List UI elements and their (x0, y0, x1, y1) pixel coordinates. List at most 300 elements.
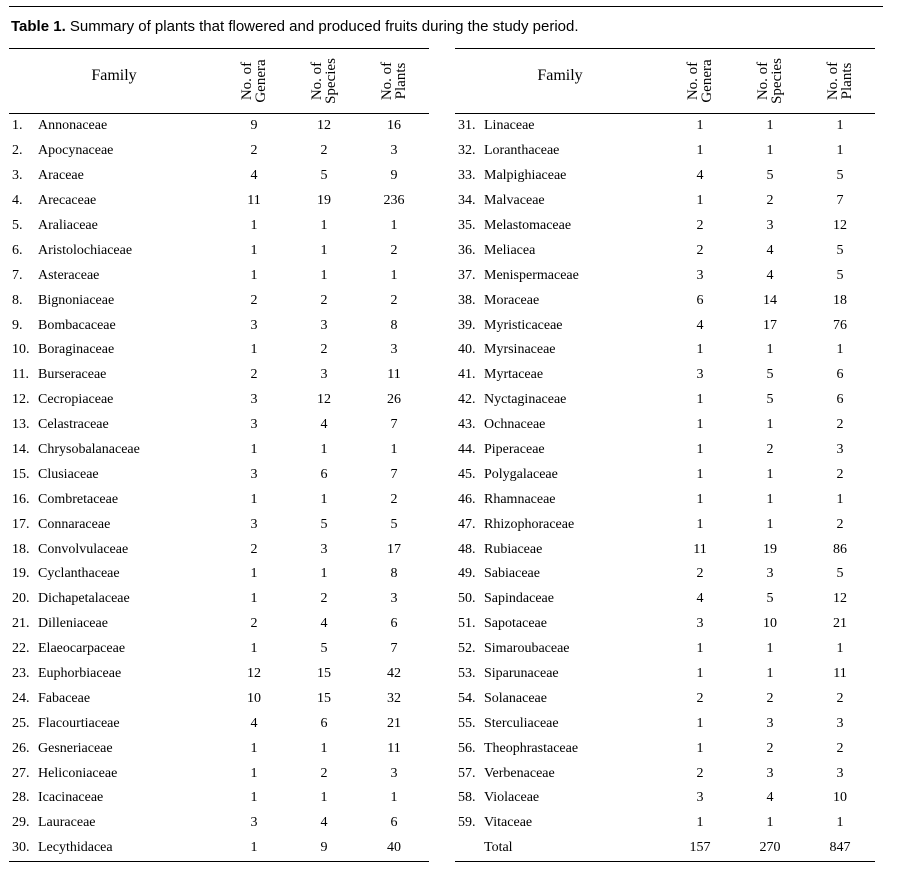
genera-cell: 1 (250, 242, 258, 258)
header-row (455, 49, 875, 114)
family-cell (455, 786, 665, 811)
row-number: 17. (12, 516, 30, 532)
genera-cell: 10 (247, 690, 261, 706)
species-cell: 1 (320, 267, 328, 283)
row-number: 46. (458, 491, 476, 507)
plants-cell: 1 (836, 641, 844, 657)
family-name: Apocynaceae (38, 143, 114, 159)
family-name: Combretaceae (38, 491, 119, 507)
family-name: Polygalaceae (484, 466, 558, 482)
species-cell: 19 (317, 193, 331, 209)
family-name: Linaceae (484, 118, 535, 134)
row-number: 53. (458, 666, 476, 682)
plants-cell: 6 (836, 367, 844, 383)
species-cell: 3 (320, 317, 328, 333)
row-number: 59. (458, 815, 476, 831)
family-name: Piperaceae (484, 442, 545, 458)
plants-cell: 1 (390, 267, 398, 283)
family-name: Vitaceae (484, 815, 533, 831)
family-cell (9, 114, 219, 139)
table-row (455, 189, 875, 214)
plants-cell: 6 (390, 616, 398, 632)
family-name: Solanaceae (484, 690, 547, 706)
genera-cell: 3 (696, 267, 704, 283)
row-number: 34. (458, 193, 476, 209)
genera-cell: 3 (250, 466, 258, 482)
row-number: 10. (12, 342, 30, 358)
row-number: 22. (12, 641, 30, 657)
family-cell (9, 836, 219, 861)
genera-cell: 1 (696, 491, 704, 507)
row-number: 3. (12, 168, 23, 184)
family-name: Burseraceae (38, 367, 107, 383)
table-row (9, 189, 429, 214)
genera-cell: 4 (696, 591, 704, 607)
table-row (9, 637, 429, 662)
row-number: 19. (12, 566, 30, 582)
row-number: 36. (458, 242, 476, 258)
family-cell (455, 288, 665, 313)
plants-cell: 3 (390, 143, 398, 159)
table-row (9, 413, 429, 438)
family-cell (455, 562, 665, 587)
genera-cell: 3 (696, 790, 704, 806)
table-row (455, 413, 875, 438)
family-cell (455, 761, 665, 786)
family-name: Moraceae (484, 292, 540, 308)
family-name: Araceae (38, 168, 84, 184)
genera-cell: 1 (696, 815, 704, 831)
table-row (455, 761, 875, 786)
species-cell: 1 (766, 118, 774, 134)
genera-cell: 2 (250, 292, 258, 308)
genera-cell: 1 (696, 392, 704, 408)
species-cell: 1 (766, 516, 774, 532)
plants-cell: 86 (833, 541, 847, 557)
row-number: 35. (458, 218, 476, 233)
row-number: 11. (12, 367, 29, 383)
genera-cell: 1 (250, 442, 258, 458)
plants-cell: 236 (383, 193, 405, 209)
family-name: Lecythidacea (38, 840, 113, 856)
header-row (9, 49, 429, 114)
genera-cell: 1 (250, 566, 258, 582)
species-cell: 15 (317, 666, 331, 682)
family-cell (455, 363, 665, 388)
family-cell (9, 512, 219, 537)
table-row (9, 562, 429, 587)
plants-cell: 3 (390, 591, 398, 607)
species-cell: 2 (766, 193, 774, 209)
genera-cell: 3 (250, 392, 258, 408)
plants-cell: 2 (836, 466, 844, 482)
table-row (9, 761, 429, 786)
family-name: Verbenaceae (484, 765, 555, 781)
species-cell: 10 (763, 616, 777, 632)
table-row (9, 537, 429, 562)
top-rule (9, 6, 883, 7)
header-plants: No. of Plants (805, 49, 875, 114)
row-number: 24. (12, 690, 30, 706)
genera-cell: 1 (696, 342, 704, 358)
row-number: 18. (12, 541, 30, 557)
row-number: 37. (458, 267, 476, 283)
family-cell (455, 711, 665, 736)
species-cell: 6 (320, 715, 328, 731)
family-cell (455, 388, 665, 413)
family-cell (9, 164, 219, 189)
plants-cell: 1 (390, 218, 398, 233)
species-cell: 4 (766, 790, 774, 806)
plants-cell: 5 (836, 168, 844, 184)
species-cell: 3 (766, 715, 774, 731)
row-number: 57. (458, 765, 476, 781)
plants-cell: 18 (833, 292, 847, 308)
genera-cell: 1 (250, 342, 258, 358)
header-genera: No. of Genera (665, 49, 735, 114)
family-name: Myristicaceae (484, 317, 563, 333)
family-name: Melastomaceae (484, 218, 572, 233)
species-cell: 14 (763, 292, 777, 308)
family-cell (9, 214, 219, 239)
family-name: Icacinaceae (38, 790, 104, 806)
row-number: 50. (458, 591, 476, 607)
genera-cell: 1 (250, 591, 258, 607)
row-number: 58. (458, 790, 476, 806)
plants-cell: 11 (387, 740, 401, 756)
plants-cell: 7 (390, 466, 398, 482)
genera-cell: 2 (696, 566, 704, 582)
table-row (9, 711, 429, 736)
header-species: No. of Species (735, 49, 805, 114)
family-name: Rubiaceae (484, 541, 543, 557)
row-number: 15. (12, 466, 30, 482)
table-row (9, 686, 429, 711)
species-cell: 2 (766, 690, 774, 706)
genera-cell: 2 (250, 367, 258, 383)
family-name: Aristolochiaceae (38, 242, 133, 258)
row-number: 12. (12, 392, 30, 408)
genera-cell: 1 (696, 118, 704, 134)
species-cell: 270 (735, 836, 805, 861)
family-name: Meliacea (484, 242, 536, 258)
family-name: Annonaceae (38, 118, 108, 134)
family-cell (455, 189, 665, 214)
genera-cell: 9 (250, 118, 258, 134)
row-number: 56. (458, 740, 476, 756)
plants-cell: 7 (390, 417, 398, 433)
family-name: Menispermaceae (484, 267, 579, 283)
genera-cell: 3 (250, 317, 258, 333)
table-row (9, 313, 429, 338)
species-cell: 4 (766, 267, 774, 283)
family-cell (9, 388, 219, 413)
genera-cell: 1 (250, 491, 258, 507)
family-cell (9, 238, 219, 263)
row-number: 28. (12, 790, 30, 806)
family-cell (9, 662, 219, 687)
genera-cell: 1 (696, 417, 704, 433)
species-cell: 1 (766, 342, 774, 358)
family-cell (9, 587, 219, 612)
family-cell (455, 686, 665, 711)
table-row (9, 338, 429, 363)
plants-cell: 17 (387, 541, 401, 557)
row-number: 45. (458, 466, 476, 482)
genera-cell: 2 (250, 143, 258, 159)
table-row (9, 662, 429, 687)
family-name: Malvaceae (484, 193, 545, 209)
family-cell (9, 562, 219, 587)
header-family: Family (9, 49, 219, 114)
genera-cell: 3 (696, 367, 704, 383)
species-cell: 19 (763, 541, 777, 557)
total-row (455, 836, 875, 861)
header-species: No. of Species (289, 49, 359, 114)
row-number: 30. (12, 840, 30, 856)
table-row (455, 612, 875, 637)
species-cell: 5 (320, 516, 328, 532)
table-row (9, 214, 429, 239)
genera-cell: 4 (250, 715, 258, 731)
species-cell: 5 (320, 641, 328, 657)
family-cell (455, 338, 665, 363)
table-row (9, 811, 429, 836)
family-cell (9, 139, 219, 164)
table-row (9, 512, 429, 537)
plants-cell: 26 (387, 392, 401, 408)
plants-cell: 847 (805, 836, 875, 861)
plants-cell: 7 (390, 641, 398, 657)
row-number: 39. (458, 317, 476, 333)
family-cell (9, 189, 219, 214)
plants-cell: 1 (836, 143, 844, 159)
family-name: Boraginaceae (38, 342, 115, 358)
plants-cell: 21 (833, 616, 847, 632)
species-cell: 1 (320, 790, 328, 806)
family-cell (9, 811, 219, 836)
genera-cell: 1 (250, 267, 258, 283)
table-row (455, 537, 875, 562)
plants-cell: 2 (836, 690, 844, 706)
family-cell (455, 139, 665, 164)
plants-cell: 32 (387, 690, 401, 706)
header-genera: No. of Genera (219, 49, 289, 114)
family-name: Sapindaceae (484, 591, 554, 607)
family-cell (455, 662, 665, 687)
family-cell (455, 537, 665, 562)
family-cell (9, 263, 219, 288)
genera-cell: 1 (696, 143, 704, 159)
genera-cell: 1 (696, 442, 704, 458)
species-cell: 1 (320, 442, 328, 458)
plants-cell: 3 (836, 715, 844, 731)
row-number: 41. (458, 367, 476, 383)
family-name: Heliconiaceae (38, 765, 118, 781)
genera-cell: 4 (250, 168, 258, 184)
family-cell (455, 263, 665, 288)
table-row (9, 438, 429, 463)
row-number: 54. (458, 690, 476, 706)
row-number: 21. (12, 616, 30, 632)
family-name: Convolvulaceae (38, 541, 129, 557)
family-name: Fabaceae (38, 690, 91, 706)
species-cell: 3 (766, 566, 774, 582)
plants-cell: 6 (836, 392, 844, 408)
family-name: Euphorbiaceae (38, 666, 122, 682)
table-row (455, 686, 875, 711)
species-cell: 1 (766, 491, 774, 507)
table-row (9, 836, 429, 861)
family-cell (455, 836, 665, 861)
species-cell: 2 (320, 143, 328, 159)
row-number: 25. (12, 715, 30, 731)
family-cell (455, 736, 665, 761)
family-cell (9, 637, 219, 662)
family-name: Sapotaceae (484, 616, 547, 632)
genera-cell: 2 (696, 242, 704, 258)
row-number: 55. (458, 715, 476, 731)
table-caption (11, 18, 579, 35)
table-row (455, 462, 875, 487)
table-row (455, 288, 875, 313)
family-cell (455, 164, 665, 189)
table-row (455, 238, 875, 263)
plants-cell: 8 (390, 317, 398, 333)
genera-cell: 1 (250, 765, 258, 781)
row-number: 14. (12, 442, 30, 458)
genera-cell: 2 (696, 765, 704, 781)
family-name: Loranthaceae (484, 143, 560, 159)
family-name: Connaraceae (38, 516, 111, 532)
genera-cell: 1 (250, 740, 258, 756)
genera-cell: 1 (250, 790, 258, 806)
plants-cell: 11 (387, 367, 401, 383)
plants-cell: 7 (836, 193, 844, 209)
genera-cell: 4 (696, 168, 704, 184)
row-number: 49. (458, 566, 476, 582)
species-cell: 6 (320, 466, 328, 482)
plants-cell: 1 (836, 342, 844, 358)
genera-cell: 2 (696, 690, 704, 706)
plants-cell: 1 (836, 815, 844, 831)
family-cell (9, 338, 219, 363)
row-number: 20. (12, 591, 30, 607)
species-cell: 5 (766, 591, 774, 607)
plants-cell: 76 (833, 317, 847, 333)
species-cell: 5 (766, 392, 774, 408)
species-cell: 2 (320, 765, 328, 781)
row-number: 33. (458, 168, 476, 184)
genera-cell: 2 (250, 541, 258, 557)
row-number: 13. (12, 417, 30, 433)
row-number: 1. (12, 118, 23, 134)
table-row (9, 462, 429, 487)
table-row (455, 811, 875, 836)
genera-cell: 1 (696, 516, 704, 532)
family-cell (9, 288, 219, 313)
genera-cell: 157 (665, 836, 735, 861)
genera-cell: 1 (696, 466, 704, 482)
genera-cell: 6 (696, 292, 704, 308)
family-name: Gesneriaceae (38, 740, 113, 756)
table-row (9, 587, 429, 612)
plants-cell: 2 (836, 417, 844, 433)
family-name: Araliaceae (38, 218, 98, 233)
plants-cell: 42 (387, 666, 401, 682)
table-row (455, 438, 875, 463)
table-row (455, 487, 875, 512)
row-number: 31. (458, 118, 476, 134)
row-number: 38. (458, 292, 476, 308)
row-number: 47. (458, 516, 476, 532)
species-cell: 5 (766, 367, 774, 383)
row-number: 44. (458, 442, 476, 458)
species-cell: 12 (317, 392, 331, 408)
family-name: Lauraceae (38, 815, 96, 831)
genera-cell: 2 (250, 616, 258, 632)
family-cell (455, 438, 665, 463)
species-cell: 1 (766, 666, 774, 682)
genera-cell: 1 (696, 193, 704, 209)
plants-cell: 5 (390, 516, 398, 532)
genera-cell: 3 (250, 815, 258, 831)
plants-cell: 3 (836, 442, 844, 458)
table-body-right (455, 114, 875, 862)
family-name: Theophrastaceae (484, 740, 579, 756)
table-row (9, 388, 429, 413)
row-number: 2. (12, 143, 23, 159)
table-row (455, 313, 875, 338)
family-name: Chrysobalanaceae (38, 442, 140, 458)
table-row (9, 612, 429, 637)
table-row (455, 662, 875, 687)
table-row (9, 487, 429, 512)
family-name: Dilleniaceae (38, 616, 108, 632)
family-cell (9, 313, 219, 338)
species-cell: 12 (317, 118, 331, 134)
family-name: Flacourtiaceae (38, 715, 120, 731)
family-name: Asteraceae (38, 267, 100, 283)
genera-cell: 1 (696, 715, 704, 731)
plants-cell: 1 (836, 118, 844, 134)
family-cell (455, 238, 665, 263)
genera-cell: 11 (247, 193, 261, 209)
family-cell (9, 711, 219, 736)
family-cell (9, 363, 219, 388)
table-row (455, 512, 875, 537)
genera-cell: 1 (250, 218, 258, 233)
table-row (455, 164, 875, 189)
row-number: 4. (12, 193, 23, 209)
plants-cell: 3 (390, 342, 398, 358)
species-cell: 1 (320, 242, 328, 258)
plants-cell: 40 (359, 836, 429, 861)
family-cell (455, 313, 665, 338)
plants-cell: 3 (836, 765, 844, 781)
header-family: Family (455, 49, 665, 114)
species-cell: 4 (766, 242, 774, 258)
table-row (455, 587, 875, 612)
species-cell: 1 (766, 815, 774, 831)
species-cell: 2 (320, 292, 328, 308)
row-number: 9. (12, 317, 23, 333)
family-name: Sterculiaceae (484, 715, 559, 731)
species-cell: 2 (320, 342, 328, 358)
family-name: Simaroubaceae (484, 641, 570, 657)
species-cell: 1 (766, 466, 774, 482)
species-cell: 2 (766, 740, 774, 756)
